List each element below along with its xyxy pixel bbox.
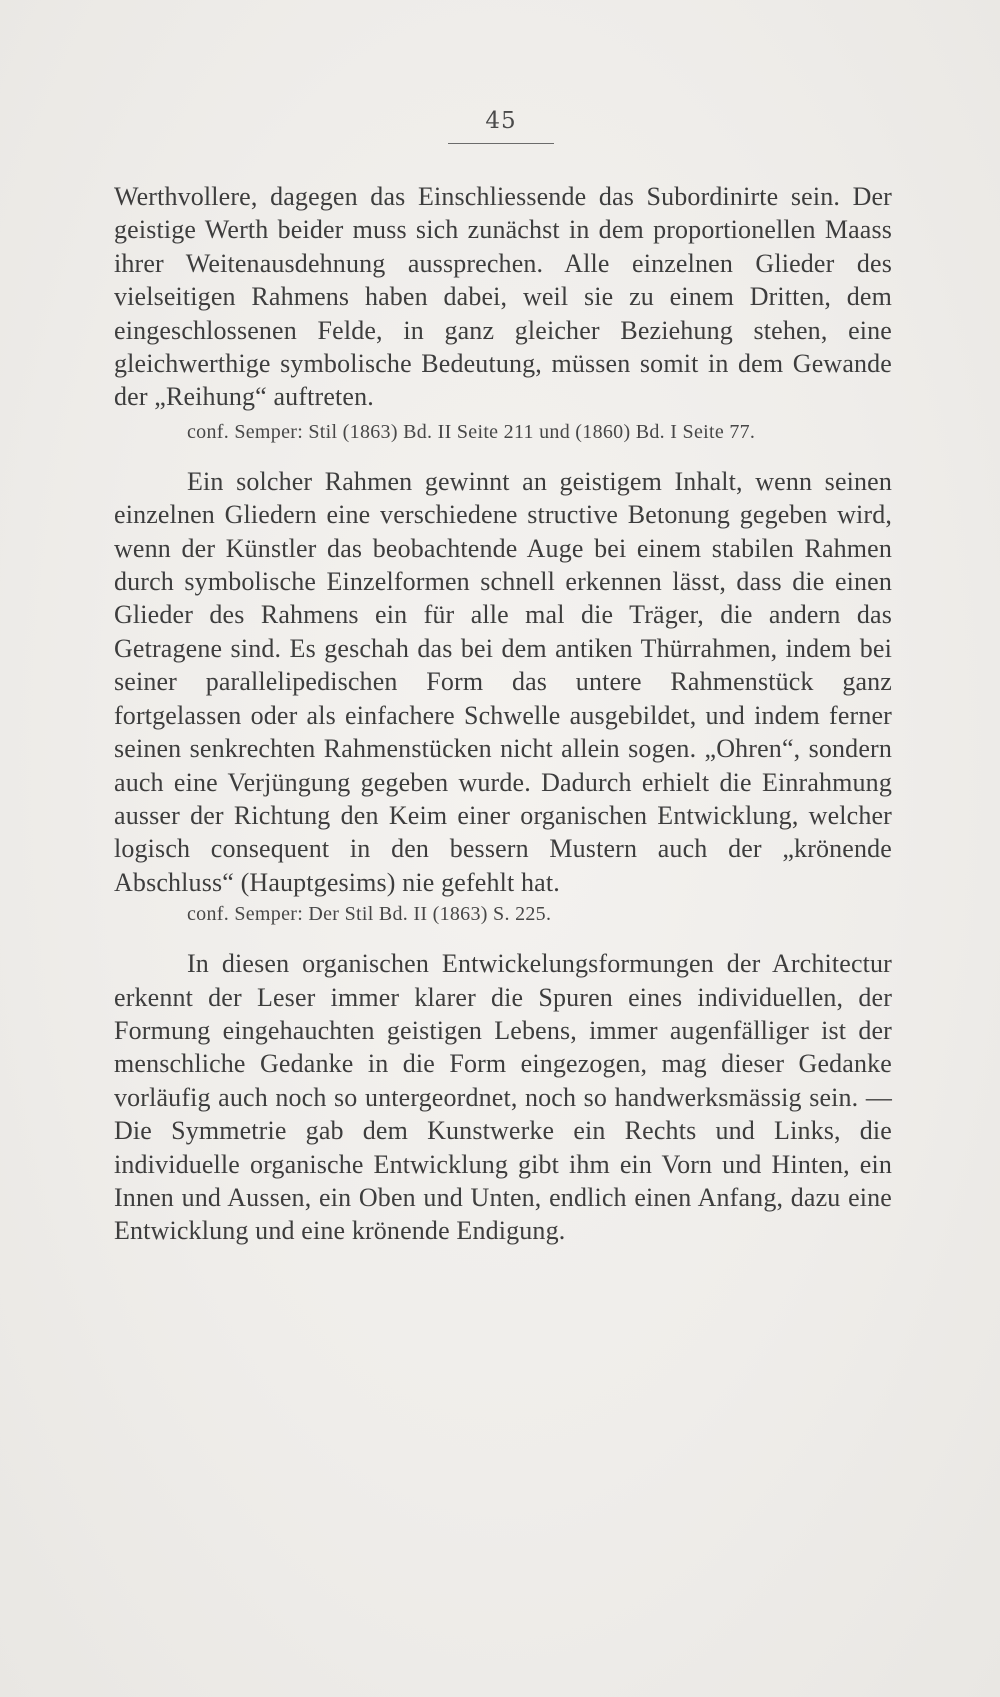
footnote-reference-2: conf. Semper: Der Stil Bd. II (1863) S. 225. (187, 903, 552, 926)
page-body (114, 180, 892, 1248)
paragraph-1: Werthvollere, dagegen das Einschliessende das Subordinirte sein. Der geistige Werth beider muss sich zunächst in dem proportionellen Maass ihrer Weitenausdehnung aussprechen. Alle einzelnen Glieder des vielseitigen Rahmens haben dabei, weil sie zu einem Dritten, dem eingeschlossenen Felde, in ganz gleicher Beziehung stehen, eine gleichwerthige symbolische Bedeutung, müssen somit in dem Gewande der „Reihung“ auftreten. (114, 182, 892, 412)
paragraph-2: Ein solcher Rahmen gewinnt an geistigem Inhalt, wenn seinen einzelnen Gliedern eine verschiedene structive Betonung gegeben wird, wenn der Künstler das beobachtende Auge bei einem stabilen Rahmen durch symbolische Einzelformen schnell erkennen lässt, dass die einen Glieder des Rahmens ein für alle mal die Träger, die andern das Getragene sind. Es geschah das bei dem antiken Thürrahmen, indem bei seiner parallelipedischen Form das untere Rahmenstück ganz fortgelassen oder als einfachere Schwelle ausgebildet, und indem ferner seinen senkrechten Rahmenstücken nicht allein sogen. „Ohren“, sondern auch eine Verjüngung gegeben wurde. Dadurch erhielt die Einrahmung ausser der Richtung den Keim einer organischen Entwicklung, welcher logisch consequent in den bessern Mustern auch der „krönende Abschluss“ (Hauptgesims) nie gefehlt hat. (114, 466, 892, 897)
header-rule (448, 143, 554, 144)
paragraph-3: In diesen organischen Entwickelungsformungen der Architectur erkennt der Leser immer klarer die Spuren eines individuellen, der Formung eingehauchten geistigen Lebens, immer augenfälliger ist der menschliche Gedanke in die Form eingezogen, mag dieser Gedanke vorläufig auch noch so untergeordnet, noch so handwerksmässig sein. — Die Symmetrie gab dem Kunstwerke ein Rechts und Links, die individuelle organische Entwicklung gibt ihm ein Vorn und Hinten, ein Innen und Aussen, ein Oben und Unten, endlich einen Anfang, dazu eine Entwicklung und eine krönende Endigung. (114, 949, 892, 1246)
page-number: 45 (485, 108, 517, 134)
footnote-reference-1: conf. Semper: Stil (1863) Bd. II Seite 211 und (1860) Bd. I Seite 77. (187, 420, 756, 443)
